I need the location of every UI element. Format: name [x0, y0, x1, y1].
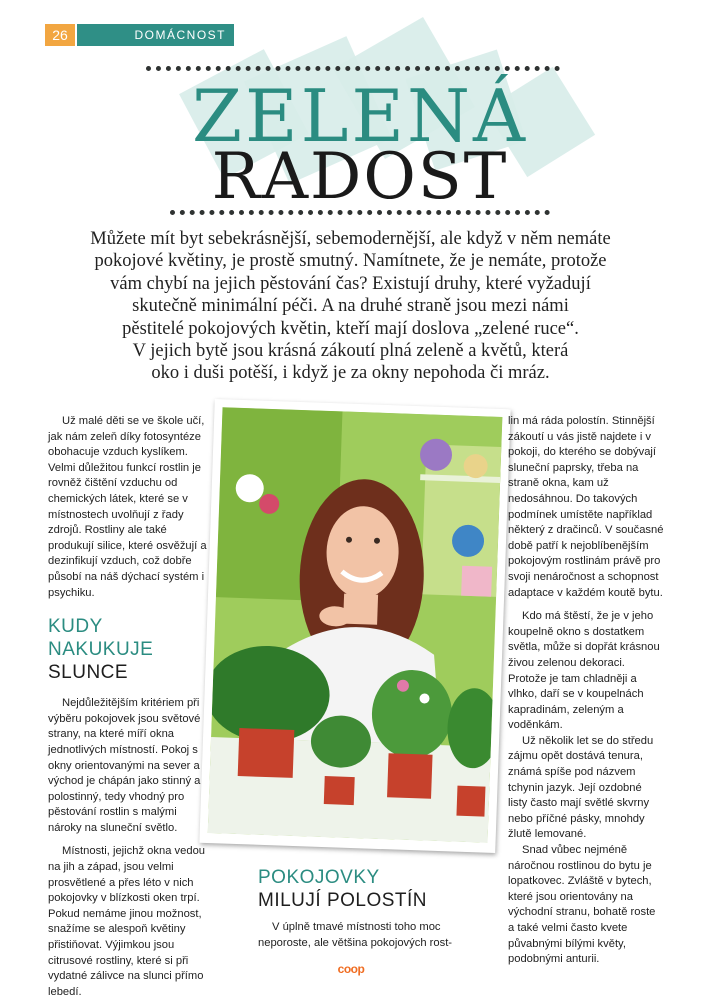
section-label: DOMÁCNOST: [77, 24, 234, 46]
heading-line: MILUJÍ POLOSTÍN: [258, 890, 428, 911]
lead-paragraph: [40, 228, 661, 385]
lead-line: oko i duši potěší, i když je za okny nepohoda či mráz.: [151, 363, 550, 384]
lead-line: pokojové květiny, je prostě smutný. Namítnete, že je nemáte, protože: [94, 251, 607, 272]
left-column: [48, 414, 208, 1000]
lead-line: Můžete mít byt sebekrásnější, sebemodernější, ale když v něm nemáte: [90, 229, 611, 249]
body-paragraph: Nejdůležitějším kritériem při výběru pokojovek jsou světové strany, na které míří okna jednotlivých místností. Pokoj s okny orientovanými na sever a východ je chápán jako stinný a polostinný, tedy vhodný pro pěstování rostlin s malými nároky na sluneční světlo.: [48, 697, 201, 834]
lead-line: skutečně minimální péči. A na druhé straně jsou mezi námi: [132, 296, 569, 317]
heading-line: KUDY: [48, 616, 103, 638]
body-paragraph: Místnosti, jejichž okna vedou na jih a západ, jsou velmi prosvětlené a přes léto v nich pokojovky v blízkosti oken trpí. Pokud nemáme jinou možnost, snažíme se alespoň květiny přistiňovat. Výjimkou jsou citrusové rostliny, které si při vydatné zálivce na slunci přímo lebedí.: [48, 845, 206, 998]
heading-line: SLUNCE: [48, 662, 129, 684]
body-paragraph: V úplně tmavé místnosti toho moc neporoste, ale většina pokojových rost-: [258, 921, 453, 949]
photo-illustration: [208, 407, 503, 843]
woman-with-plants-photo: [208, 407, 503, 843]
body-paragraph: Snad vůbec nejméně náročnou rostlinou do bytu je lopatkovec. Zvláště v bytech, které jsou orientovány na východní stranu, bohatě roste a také velmi často kvete půvabnými bílými květy, podobnými anturii.: [508, 844, 656, 966]
middle-column: [258, 866, 476, 912]
middle-column-text: [258, 920, 472, 951]
lead-line: pěstitelé pokojových květin, kteří mají doslova „zelené ruce“.: [122, 318, 579, 339]
body-paragraph: Už několik let se do středu zájmu opět dostává tenura, známá spíše pod názvem tchynin jazyk. Její ozdobné listy často mají světlé skvrny nebo příčné pásky, mnohdy žlutě lemované.: [508, 734, 654, 841]
body-paragraph: Kdo má štěstí, že je v jeho koupelně okno s dostatkem světla, může si dopřát krásnou živou zelenou dekoraci. Protože je tam chladněji a vlhko, daří se v koupelnách kapradinám, zeleným a voděnkám.: [508, 610, 660, 732]
lead-line: vám chybí na jejich pěstování čas? Existují druhy, které vyžadují: [110, 273, 591, 294]
photo-frame: [199, 399, 510, 853]
body-paragraph: lin má ráda polostín. Stinnější zákoutí u vás jistě najdete i v pokoji, do kterého se dobývají sluneční paprsky, třeba na straně okna, kam už nedosáhnou. Do takových podmínek umístěte například některý z dračinců. V současné době patří k nejoblíbenějším pokojovým rostlinám právě pro svoji nenáročnost a schopnost adaptace v každém koutě bytu.: [508, 415, 664, 599]
intro-paragraph: Už malé děti se ve škole učí, jak nám zeleň díky fotosyntéze obohacuje vzduch kyslíkem. Velmi důležitou funkcí rostlin je rovněž čištění vzduchu od chemických látek, které se v místnostech uvolňují z řady zdrojů. Rostliny ale také produkují silice, které osvěžují a dezinfikují vzduch, což dobře působí na náš dýchací systém i psychiku.: [48, 415, 207, 599]
title-line-1: ZELENÁ: [192, 74, 528, 158]
dotted-divider-bottom: [170, 210, 550, 215]
dotted-divider-top: [146, 66, 560, 71]
right-column: [508, 414, 664, 968]
coop-logo: coop: [337, 962, 365, 976]
page-number: 26: [45, 24, 75, 46]
lead-line: V jejich bytě jsou krásná zákoutí plná zeleně a květů, která: [132, 341, 569, 362]
section-heading-sun: [48, 615, 208, 684]
heading-line: POKOJOVKY: [258, 867, 380, 888]
heading-line: NAKUKUJE: [48, 639, 154, 661]
title-line-2: RADOST: [211, 140, 509, 214]
